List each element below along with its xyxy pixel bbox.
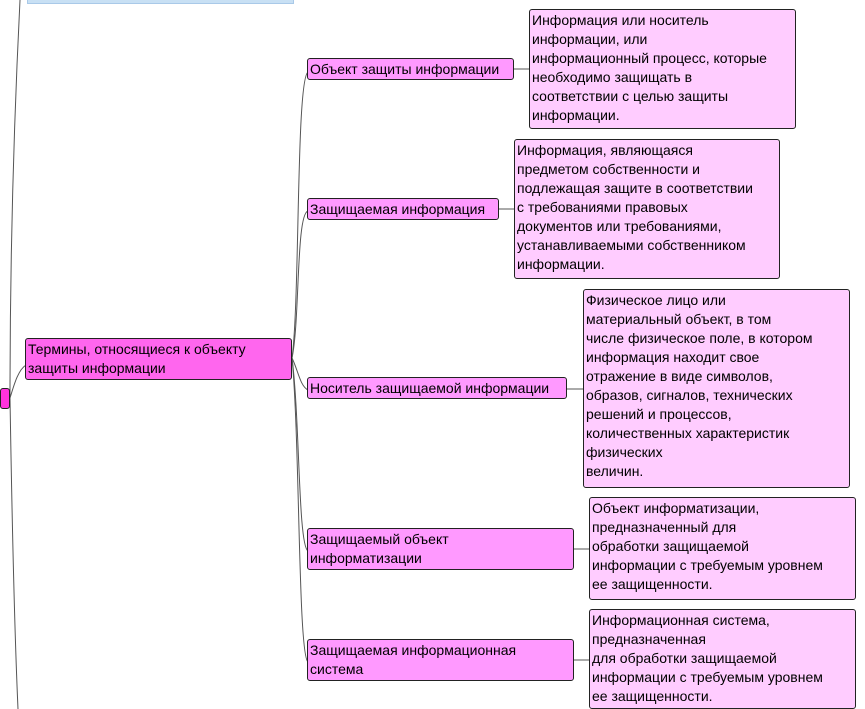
- definition-node-protected-informatization-object[interactable]: Объект информатизации, предназначенный для обработки защищаемой информации с требуемым уровнем ее защищенности.: [589, 497, 856, 600]
- topic-node-protected-information-system[interactable]: Защищаемая информационная система: [307, 639, 574, 681]
- root-trunk-line-lower: [10, 398, 18, 709]
- topic-node-information-carrier[interactable]: Носитель защищаемой информации: [307, 377, 567, 399]
- branch-to-topic-2-line: [292, 211, 308, 358]
- definition-node-protection-object[interactable]: Информация или носитель информации, или информационный процесс, которые необходимо защищать в соответствии с целью защиты информации.: [529, 9, 796, 129]
- topic-node-protected-informatization-object[interactable]: Защищаемый объект информатизации: [307, 528, 574, 570]
- definition-node-information-carrier[interactable]: Физическое лицо или материальный объект, в том числе физическое поле, в котором информация находит свое отражение в виде символов, образов, сигналов, технических решений и процессов, количественных характеристик физических величин.: [583, 289, 850, 488]
- branch-to-topic-1-line: [292, 72, 308, 358]
- topic-node-protection-object[interactable]: Объект защиты информации: [307, 58, 514, 80]
- branch-node-terms[interactable]: Термины, относящиеся к объекту защиты информации: [25, 338, 292, 380]
- definition-node-protected-information[interactable]: Информация, являющаяся предметом собственности и подлежащая защите в соответствии с требованиями правовых документов или требованиями, устанавливаемыми собственником информации.: [514, 139, 780, 279]
- topic-node-protected-information[interactable]: Защищаемая информация: [307, 198, 499, 220]
- root-trunk-line: [10, 0, 20, 398]
- root-to-branch-line: [10, 365, 26, 398]
- definition-node-protected-information-system[interactable]: Информационная система, предназначенная для обработки защищаемой информации с требуемым уровнем ее защищенности.: [589, 609, 856, 709]
- branch-to-topic-5-line: [292, 358, 308, 662]
- root-node-stub[interactable]: [0, 388, 10, 409]
